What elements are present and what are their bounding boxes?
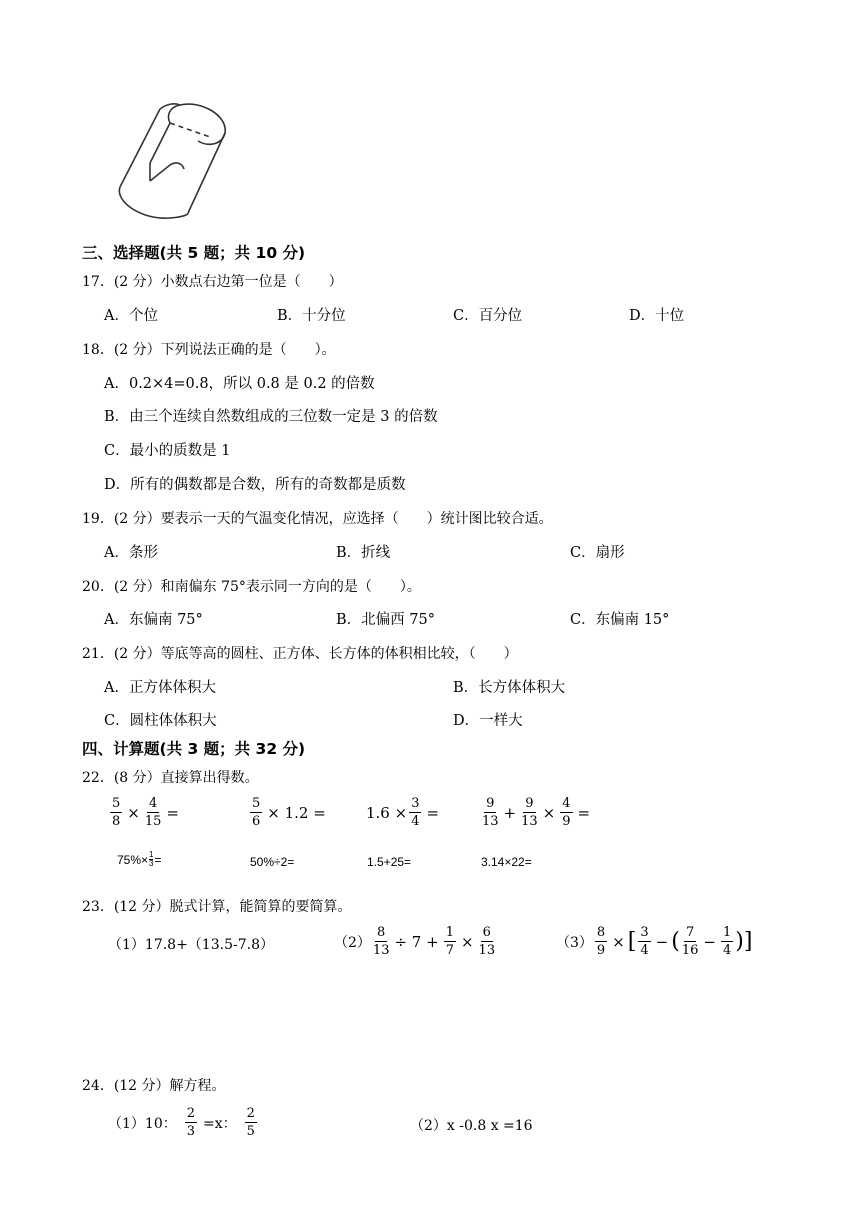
fraction [444, 926, 456, 957]
operator: × [542, 803, 556, 822]
operator: + [503, 803, 517, 822]
q22-expr-2 [248, 797, 329, 828]
q19-option-c: C．扇形 [570, 545, 625, 561]
q23-stem: 23．(12 分）脱式计算，能简算的要简算。 [82, 899, 352, 915]
equals: = [426, 803, 440, 822]
numerator: 5 [112, 796, 121, 811]
fraction [373, 926, 390, 957]
denominator: 5 [246, 1124, 255, 1139]
numerator: 2 [246, 1106, 255, 1121]
fraction [110, 797, 122, 828]
q20-option-c: C．东偏南 15° [570, 612, 670, 628]
numerator: 3 [411, 796, 420, 811]
numerator: 1 [445, 925, 454, 940]
q22-expr-6: 50%÷2= [250, 855, 295, 869]
denominator: 4 [722, 943, 732, 958]
denominator: 9 [562, 814, 571, 829]
numerator: 3 [640, 925, 649, 940]
fraction [482, 797, 499, 828]
numerator: 8 [596, 925, 606, 940]
expression-rest: × 1.2 = [267, 803, 326, 822]
q17-option-a: A．个位 [104, 308, 158, 324]
denominator: 3 [149, 859, 154, 868]
q19-option-b: B．折线 [336, 545, 391, 561]
denominator: 13 [482, 814, 499, 829]
equals: = [166, 803, 179, 822]
fraction [185, 1107, 197, 1138]
fraction [409, 797, 421, 828]
numerator: 9 [525, 796, 534, 811]
q22-expr-1 [108, 797, 182, 828]
denominator: 13 [478, 943, 496, 958]
q18-option-d: D．所有的偶数都是合数，所有的奇数都是质数 [104, 477, 406, 493]
numerator: 4 [562, 796, 571, 811]
left-bracket: [ [627, 928, 637, 954]
left-paren: ( [671, 928, 680, 954]
operator: × [612, 932, 625, 951]
q21-stem: 21．(2 分）等底等高的圆柱、正方体、长方体的体积相比较，（ ） [82, 646, 518, 662]
denominator: 15 [144, 814, 162, 829]
fraction [521, 797, 538, 828]
q18-option-a: A．0.2×4=0.8，所以 0.8 是 0.2 的倍数 [104, 376, 375, 392]
rolled-paper-cylinder-figure [110, 95, 240, 225]
q24-part-2: （2）x -0.8 x =16 [410, 1118, 533, 1134]
denominator: 4 [411, 814, 420, 829]
operator: × [127, 803, 140, 822]
q19-option-a: A．条形 [104, 545, 158, 561]
numerator: 6 [482, 925, 491, 940]
q22-expr-5 [117, 851, 162, 868]
numerator: 1 [149, 850, 154, 859]
q24-stem: 24．(12 分）解方程。 [82, 1078, 226, 1094]
q21-option-c: C．圆柱体体积大 [104, 713, 217, 729]
q20-stem: 20．(2 分）和南偏东 75°表示同一方向的是（ ）。 [82, 579, 421, 595]
q24-part-1 [108, 1107, 259, 1138]
q17-option-b: B．十分位 [277, 308, 346, 324]
q22-expr-3 [366, 797, 442, 828]
q21-option-b: B．长方体体积大 [453, 680, 566, 696]
q23-part-3 [556, 926, 752, 957]
fraction [479, 926, 496, 957]
part-label: （2） [334, 934, 371, 951]
denominator: 4 [640, 943, 649, 958]
numerator: 1 [722, 925, 732, 940]
q22-expr-7: 1.5+25= [367, 855, 412, 869]
section3-title: 三、选择题(共 5 题；共 10 分) [82, 244, 306, 262]
q22-expr-8: 3.14×22= [481, 855, 532, 869]
fraction [560, 797, 572, 828]
fraction [721, 926, 733, 957]
fraction [149, 851, 153, 868]
operator: − [703, 932, 716, 951]
expression-middle: =x： [203, 1115, 237, 1132]
q19-stem: 19．(2 分）要表示一天的气温变化情况，应选择（ ）统计图比较合适。 [82, 511, 553, 527]
section4-title: 四、计算题(共 3 题；共 32 分) [82, 740, 306, 758]
right-bracket: ] [743, 928, 753, 954]
expression-prefix: 1.6 × [366, 803, 408, 822]
equals: = [154, 852, 162, 867]
q17-stem: 17．(2 分）小数点右边第一位是（ ） [82, 274, 343, 290]
right-paren: ) [735, 928, 744, 954]
numerator: 9 [486, 796, 495, 811]
q18-option-c: C．最小的质数是 1 [104, 443, 231, 459]
denominator: 13 [372, 943, 390, 958]
expression-prefix: （1）10： [108, 1115, 177, 1132]
part-label: （3） [556, 934, 593, 951]
fraction [145, 797, 162, 828]
numerator: 5 [252, 796, 261, 811]
expression-middle: ÷ 7 + [394, 932, 439, 951]
q17-option-d: D．十位 [629, 308, 685, 324]
numerator: 2 [186, 1106, 196, 1121]
denominator: 7 [445, 943, 454, 958]
fraction [250, 797, 262, 828]
numerator: 4 [148, 796, 158, 811]
denominator: 6 [252, 814, 261, 829]
fraction [245, 1107, 257, 1138]
numerator: 8 [377, 925, 386, 940]
q23-part-1: （1）17.8+（13.5-7.8） [108, 937, 274, 953]
denominator: 3 [186, 1124, 196, 1139]
q23-part-2 [334, 926, 497, 957]
equals: = [577, 803, 591, 822]
q17-option-c: C．百分位 [453, 308, 523, 324]
denominator: 13 [521, 814, 538, 829]
q22-expr-4 [480, 797, 593, 828]
q21-option-d: D．一样大 [453, 713, 523, 729]
q18-stem: 18．(2 分）下列说法正确的是（ ）。 [82, 342, 336, 358]
q22-stem: 22．(8 分）直接算出得数。 [82, 770, 259, 786]
fraction [595, 926, 607, 957]
fraction [638, 926, 650, 957]
q21-option-a: A．正方体体积大 [104, 680, 216, 696]
q20-option-a: A．东偏南 75° [104, 612, 203, 628]
q18-option-b: B．由三个连续自然数组成的三位数一定是 3 的倍数 [104, 409, 438, 425]
operator: × [460, 932, 474, 951]
expression-prefix: 75%× [117, 852, 149, 867]
denominator: 9 [596, 943, 606, 958]
operator: − [655, 932, 669, 951]
numerator: 7 [685, 925, 695, 940]
fraction [682, 926, 699, 957]
denominator: 16 [681, 943, 699, 958]
denominator: 8 [112, 814, 121, 829]
q20-option-b: B．北偏西 75° [336, 612, 435, 628]
